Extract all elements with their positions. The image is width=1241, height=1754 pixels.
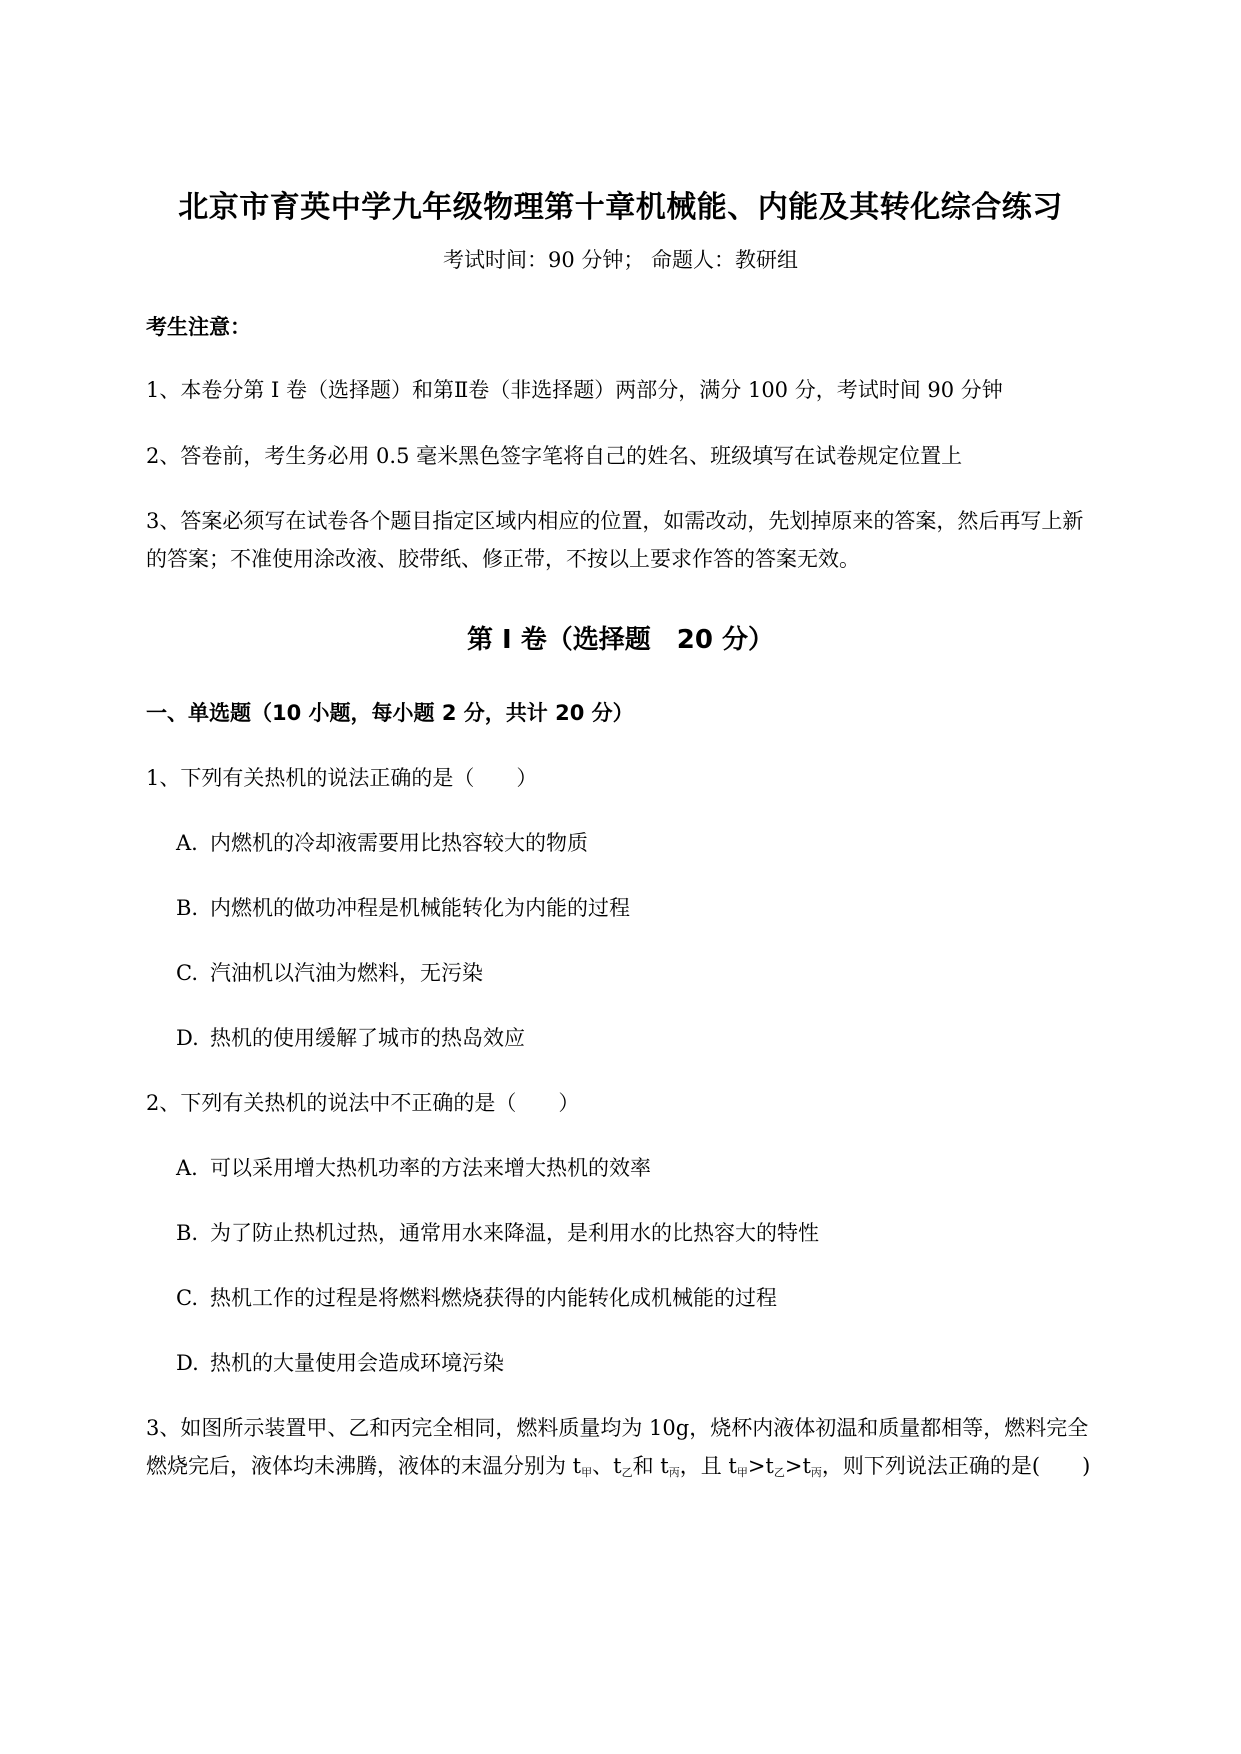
question-2-option-b	[176, 1218, 819, 1248]
subscript: 乙	[773, 1466, 785, 1479]
option-text: 热机的大量使用会造成环境污染	[210, 1351, 504, 1375]
exam-info: 考试时间：90 分钟； 命题人：教研组	[442, 248, 799, 272]
option-letter: D.	[176, 1351, 199, 1375]
stem-text: ，则下列说法正确的是( )	[821, 1454, 1091, 1478]
subscript: 甲	[581, 1466, 593, 1479]
option-letter: C.	[176, 961, 198, 985]
part-title: 第 I 卷（选择题 20 分）	[466, 625, 774, 655]
option-letter: A.	[176, 831, 198, 855]
notice-heading: 考生注意：	[146, 315, 251, 339]
question-1-stem: 1、下列有关热机的说法正确的是（ ）	[146, 766, 538, 790]
notice-item-3-continued: 的答案；不准使用涂改液、胶带纸、修正带，不按以上要求作答的答案无效。	[146, 547, 860, 571]
subscript: 丙	[668, 1466, 680, 1479]
option-text: 热机工作的过程是将燃料燃烧获得的内能转化成机械能的过程	[210, 1286, 777, 1310]
subscript: 甲	[736, 1466, 748, 1479]
question-1-option-d	[176, 1023, 525, 1053]
notice-item-2: 2、答卷前，考生务必用 0.5 毫米黑色签字笔将自己的姓名、班级填写在试卷规定位置上	[146, 444, 963, 468]
notice-item-1: 1、本卷分第 I 卷（选择题）和第Ⅱ卷（非选择题）两部分，满分 100 分，考试时间 90 分钟	[146, 378, 1003, 402]
option-text: 内燃机的冷却液需要用比热容较大的物质	[210, 831, 588, 855]
stem-text: >t	[784, 1454, 811, 1478]
stem-text: >t	[747, 1454, 774, 1478]
option-text: 内燃机的做功冲程是机械能转化为内能的过程	[210, 896, 630, 920]
question-3-stem: 3、如图所示装置甲、乙和丙完全相同，燃料质量均为 10g，烧杯内液体初温和质量都相等，燃料完全	[146, 1416, 1089, 1440]
page-title: 北京市育英中学九年级物理第十章机械能、内能及其转化综合练习	[178, 190, 1063, 225]
stem-text: 燃烧完后，液体均未沸腾，液体的末温分别为 t	[146, 1454, 582, 1478]
option-letter: C.	[176, 1286, 198, 1310]
question-3-stem-continued	[146, 1451, 1146, 1488]
option-text: 热机的使用缓解了城市的热岛效应	[210, 1026, 525, 1050]
question-1-option-a	[176, 828, 588, 858]
subscript: 丙	[810, 1466, 822, 1479]
option-letter: A.	[176, 1156, 198, 1180]
question-2-option-a	[176, 1153, 651, 1183]
question-1-option-c	[176, 958, 483, 988]
question-2-option-d	[176, 1348, 504, 1378]
option-letter: B.	[176, 1221, 199, 1245]
notice-item-3: 3、答案必须写在试卷各个题目指定区域内相应的位置，如需改动，先划掉原来的答案，然后再写上新	[146, 509, 1084, 533]
stem-text: ，且 t	[679, 1454, 737, 1478]
option-letter: D.	[176, 1026, 199, 1050]
stem-text: 和 t	[632, 1454, 669, 1478]
question-2-option-c	[176, 1283, 777, 1313]
option-text: 汽油机以汽油为燃料，无污染	[210, 961, 483, 985]
question-1-option-b	[176, 893, 630, 923]
subscript: 乙	[621, 1466, 633, 1479]
option-letter: B.	[176, 896, 199, 920]
question-2-stem: 2、下列有关热机的说法中不正确的是（ ）	[146, 1091, 580, 1115]
option-text: 可以采用增大热机功率的方法来增大热机的效率	[210, 1156, 651, 1180]
option-text: 为了防止热机过热，通常用水来降温，是利用水的比热容大的特性	[210, 1221, 819, 1245]
section-heading: 一、单选题（10 小题，每小题 2 分，共计 20 分）	[146, 701, 634, 725]
stem-text: 、t	[592, 1454, 622, 1478]
